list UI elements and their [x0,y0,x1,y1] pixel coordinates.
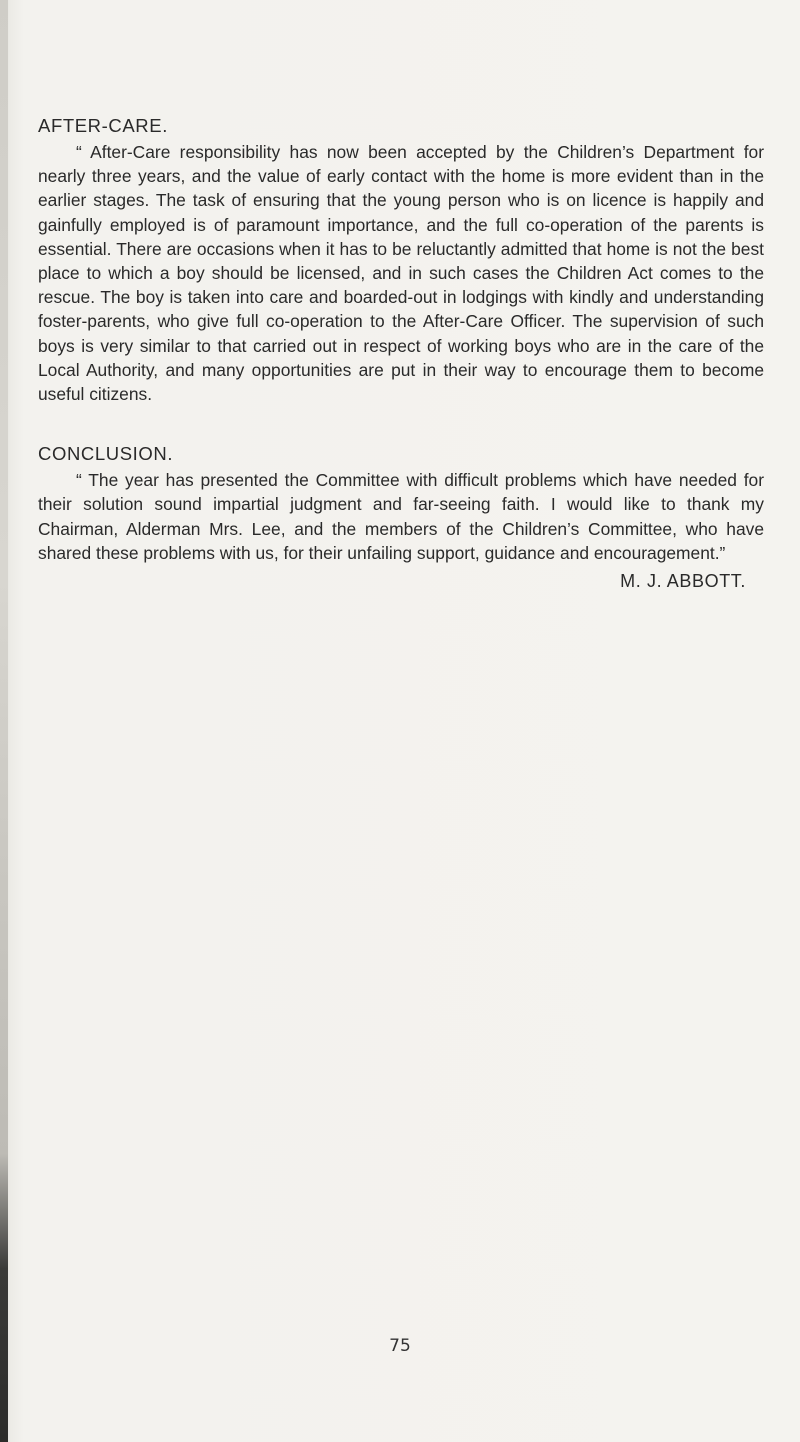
section-heading-after-care: AFTER-CARE. [38,115,168,136]
section-body-conclusion: “ The year has presented the Committee with difficult problems which have needed for their solution sound impartial judgment and far-seeing faith. I would like to thank my Chairman, Alderman Mrs. Lee, and the members of the Children’s Committee, who have shared these problems with us, for their unfailing support, guidance and encouragement.” [38,470,764,563]
after-care-section [38,112,764,406]
section-body-after-care: “ After-Care responsibility has now been accepted by the Children’s Department for nearly three years, and the value of early contact with the home is more evident than in the earlier stages. The task of ensuring that the young person who is on licence is happily and gainfully employed is of paramount importance, and the full co-operation of the parents is essential. There are occasions when it has to be reluctantly admitted that home is not the best place to which a boy should be licensed, and in such cases the Children Act comes to the rescue. The boy is taken into care and boarded-out in lodgings with kindly and understanding foster-parents, who give full co-operation to the After-Care Officer. The supervision of such boys is very similar to that carried out in respect of working boys who are in the care of the Local Authority, and many opportunities are put in their way to encourage them to become useful citizens. [38,142,764,405]
page-content [38,112,764,592]
section-heading-conclusion: CONCLUSION. [38,443,174,465]
page-binding-edge [0,0,8,1442]
signature: M. J. ABBOTT. [620,571,746,592]
page-number: 75 [389,1336,411,1356]
conclusion-section [38,440,764,565]
